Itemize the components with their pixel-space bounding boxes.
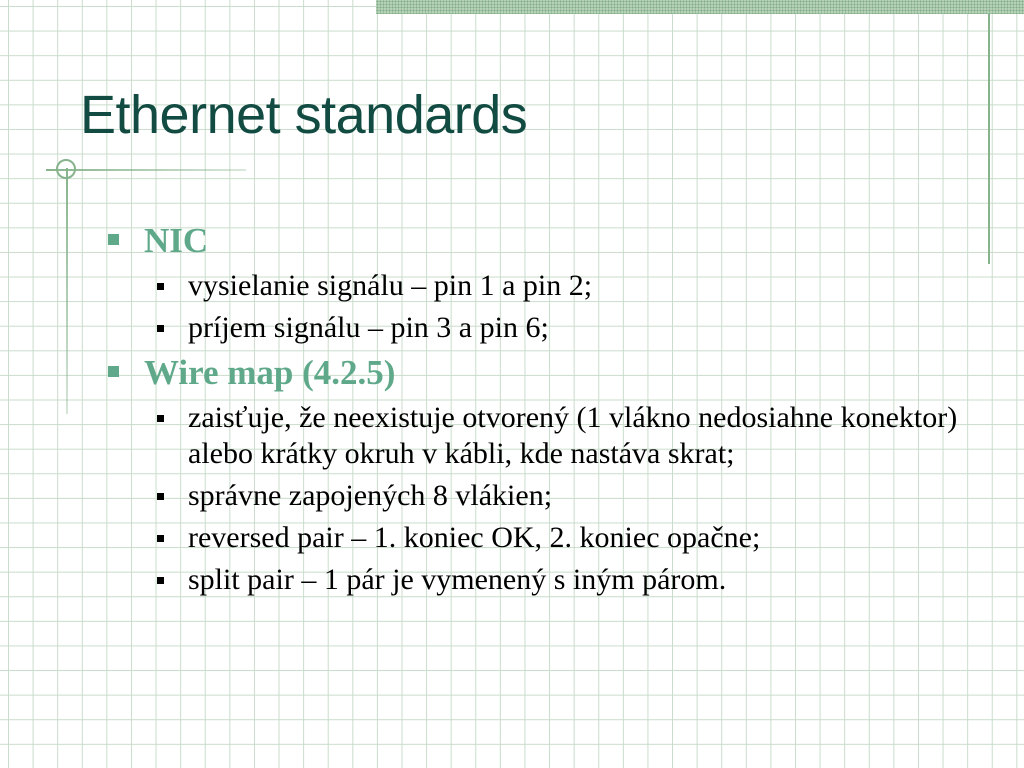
list-item-text: zaisťuje, že neexistuje otvorený (1 vlákno nedosiahne konektor) alebo krátky okruh v kábli, kde nastáva skrat;: [188, 401, 958, 470]
list-item: [100, 310, 980, 346]
slide-title: Ethernet standards: [80, 85, 528, 145]
decorative-left-rule: [66, 168, 68, 414]
small-square-bullet-icon: [157, 493, 164, 500]
square-bullet-icon: [108, 234, 119, 245]
list-item-text: vysielanie signálu – pin 1 a pin 2;: [188, 269, 593, 302]
small-square-bullet-icon: [157, 283, 164, 290]
small-square-bullet-icon: [157, 325, 164, 332]
section-heading-label: NIC: [144, 221, 209, 260]
section-heading-wire-map: [100, 352, 980, 394]
section-heading-nic: [100, 220, 980, 262]
list-item-text: príjem signálu – pin 3 a pin 6;: [188, 311, 549, 344]
list-item: [100, 478, 980, 514]
square-bullet-icon: [108, 366, 119, 377]
list-item: [100, 268, 980, 304]
list-item: [100, 562, 980, 598]
small-square-bullet-icon: [157, 577, 164, 584]
list-item: [100, 520, 980, 556]
decorative-circle: [56, 159, 76, 179]
decorative-top-band: [376, 0, 1024, 14]
section-heading-label: Wire map (4.2.5): [144, 353, 396, 392]
small-square-bullet-icon: [157, 535, 164, 542]
list-item: [100, 400, 980, 472]
title-underline-rule: [46, 169, 246, 171]
decorative-right-rule: [988, 14, 990, 264]
list-item-text: správne zapojených 8 vlákien;: [188, 479, 553, 512]
list-item-text: reversed pair – 1. koniec OK, 2. koniec opačne;: [188, 521, 761, 554]
small-square-bullet-icon: [157, 415, 164, 422]
slide-body: [100, 214, 980, 598]
list-item-text: split pair – 1 pár je vymenený s iným párom.: [188, 563, 727, 596]
